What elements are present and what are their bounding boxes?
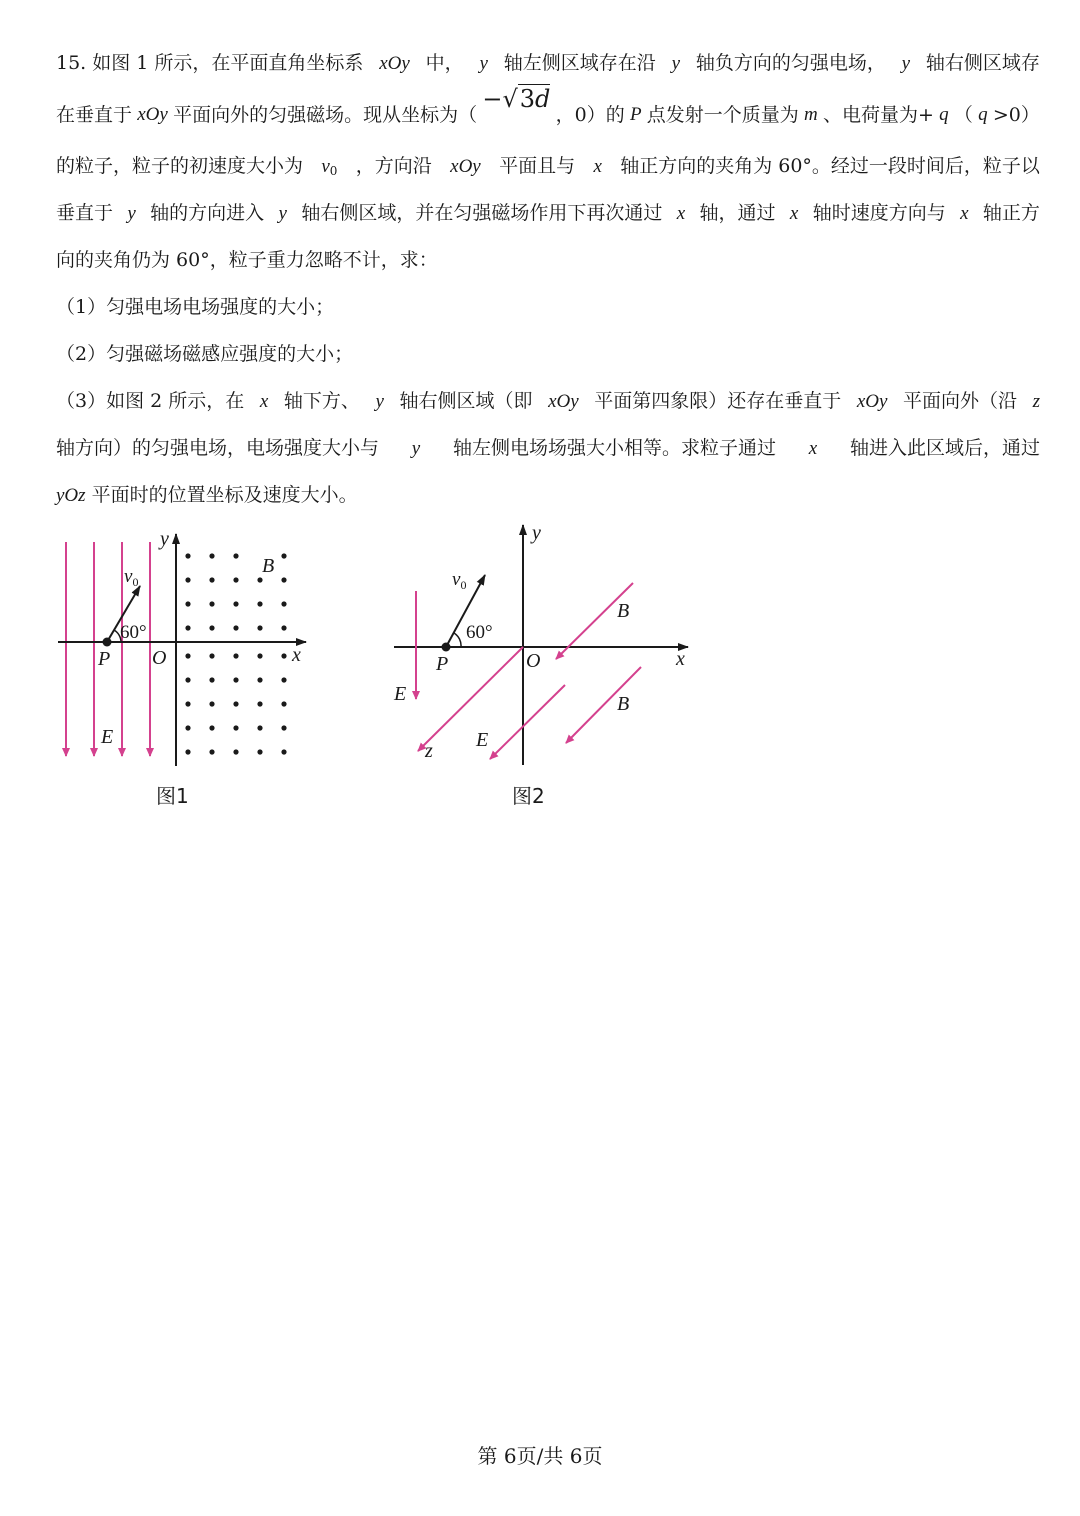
label-b-upper: B: [617, 600, 630, 622]
label-p: P: [98, 648, 111, 670]
label-p: P: [436, 653, 449, 675]
field-dot: [233, 625, 238, 630]
field-dot: [281, 725, 286, 730]
field-dot: [185, 553, 190, 558]
field-dot: [281, 625, 286, 630]
field-dot: [233, 725, 238, 730]
field-dot: [281, 601, 286, 606]
label-e: E: [101, 726, 114, 748]
point-p: [103, 638, 112, 647]
sub-question-3-line-2: 轴方向）的匀强电场，电场强度大小与 y 轴左侧电场场强大小相等。求粒子通过 x 轴进入此区域后，通过: [56, 437, 1040, 459]
point-p: [442, 643, 451, 652]
field-dot: [257, 677, 262, 682]
field-dot: [281, 653, 286, 658]
field-dot: [209, 749, 214, 754]
sub-question-3-line-3: yOz 平面时的位置坐标及速度大小。: [56, 484, 358, 506]
field-dot: [281, 577, 286, 582]
field-dot: [209, 653, 214, 658]
label-x: x: [676, 648, 685, 670]
angle-arc: [454, 633, 461, 647]
label-angle: 60°: [120, 622, 147, 643]
field-dot: [257, 577, 262, 582]
sub-question-3-line-1: （3）如图 2 所示，在 x 轴下方、 y 轴右侧区域（即 xOy 平面第四象限）还存在垂直于 xOy 平面向外（沿 z: [56, 390, 1040, 412]
field-dot: [185, 701, 190, 706]
field-dot: [185, 677, 190, 682]
field-dot: [185, 725, 190, 730]
field-dot: [281, 749, 286, 754]
field-dot: [281, 553, 286, 558]
label-e-lower: E: [476, 729, 489, 751]
magnetic-field-dots: [185, 553, 286, 754]
field-dot: [233, 749, 238, 754]
problem-line-4: 垂直于 y 轴的方向进入 y 轴右侧区域，并在匀强磁场作用下再次通过 x 轴，通过 x 轴时速度方向与 x 轴正方: [56, 202, 1040, 224]
z-axis: [418, 647, 523, 751]
label-angle: 60°: [466, 622, 493, 643]
field-dot: [209, 577, 214, 582]
label-o: O: [526, 650, 541, 672]
label-x: x: [292, 644, 301, 666]
field-dot: [257, 701, 262, 706]
minus-sqrt3-d: −√3d: [482, 85, 551, 113]
figure-2: [380, 515, 710, 775]
label-y: y: [532, 522, 541, 544]
field-dot: [209, 601, 214, 606]
figure-1-caption: 图1: [156, 784, 189, 808]
field-dot: [233, 677, 238, 682]
label-v0: $v_0$: [452, 569, 467, 592]
problem-line-3: 的粒子，粒子的初速度大小为 $v_0$ ，方向沿 xOy 平面且与 x 轴正方向的夹角为 60°。经过一段时间后，粒子以: [56, 155, 1040, 178]
problem-line-1: 15. 如图 1 所示，在平面直角坐标系 xOy 中， y 轴左侧区域存在沿 y 轴负方向的匀强电场， y 轴右侧区域存: [56, 52, 1040, 74]
field-dot: [257, 749, 262, 754]
field-dot: [257, 625, 262, 630]
sub-question-1: （1）匀强电场电场强度的大小；: [56, 296, 335, 318]
label-e-left: E: [394, 683, 407, 705]
field-dot: [209, 725, 214, 730]
label-y: y: [160, 528, 169, 550]
sub-question-2: （2）匀强磁场磁感应强度的大小；: [56, 343, 354, 365]
problem-line-5: 向的夹角仍为 60°，粒子重力忽略不计，求：: [56, 249, 438, 271]
label-b: B: [262, 555, 275, 577]
field-dot: [185, 601, 190, 606]
field-dot: [209, 701, 214, 706]
label-z: z: [425, 740, 433, 762]
field-dot: [281, 701, 286, 706]
problem-line-2: 在垂直于 xOy 平面向外的匀强磁场。现从坐标为（ −√3d ，0）的 P 点发射一个质量为 m 、电荷量为+ q （ q >0）: [56, 87, 1040, 143]
page-footer: 第 6页/共 6页: [477, 1444, 603, 1468]
field-dot: [209, 553, 214, 558]
field-dot: [209, 625, 214, 630]
problem-text: [56, 40, 1040, 519]
field-dot: [281, 677, 286, 682]
label-v0: $v_0$: [124, 566, 139, 589]
field-dot: [209, 677, 214, 682]
figure-2-caption: 图2: [512, 784, 545, 808]
field-dot: [233, 553, 238, 558]
field-dot: [233, 601, 238, 606]
field-dot: [185, 625, 190, 630]
field-dot: [185, 749, 190, 754]
field-dot: [233, 653, 238, 658]
figure-1: [0, 520, 340, 780]
field-dot: [257, 653, 262, 658]
e-field-lower: [490, 685, 565, 759]
b-field-lower: [566, 667, 641, 743]
field-dot: [185, 577, 190, 582]
field-dot: [185, 653, 190, 658]
field-dot: [233, 577, 238, 582]
field-dot: [257, 725, 262, 730]
label-o: O: [152, 647, 167, 669]
field-dot: [233, 701, 238, 706]
label-b-lower: B: [617, 693, 630, 715]
field-dot: [257, 601, 262, 606]
